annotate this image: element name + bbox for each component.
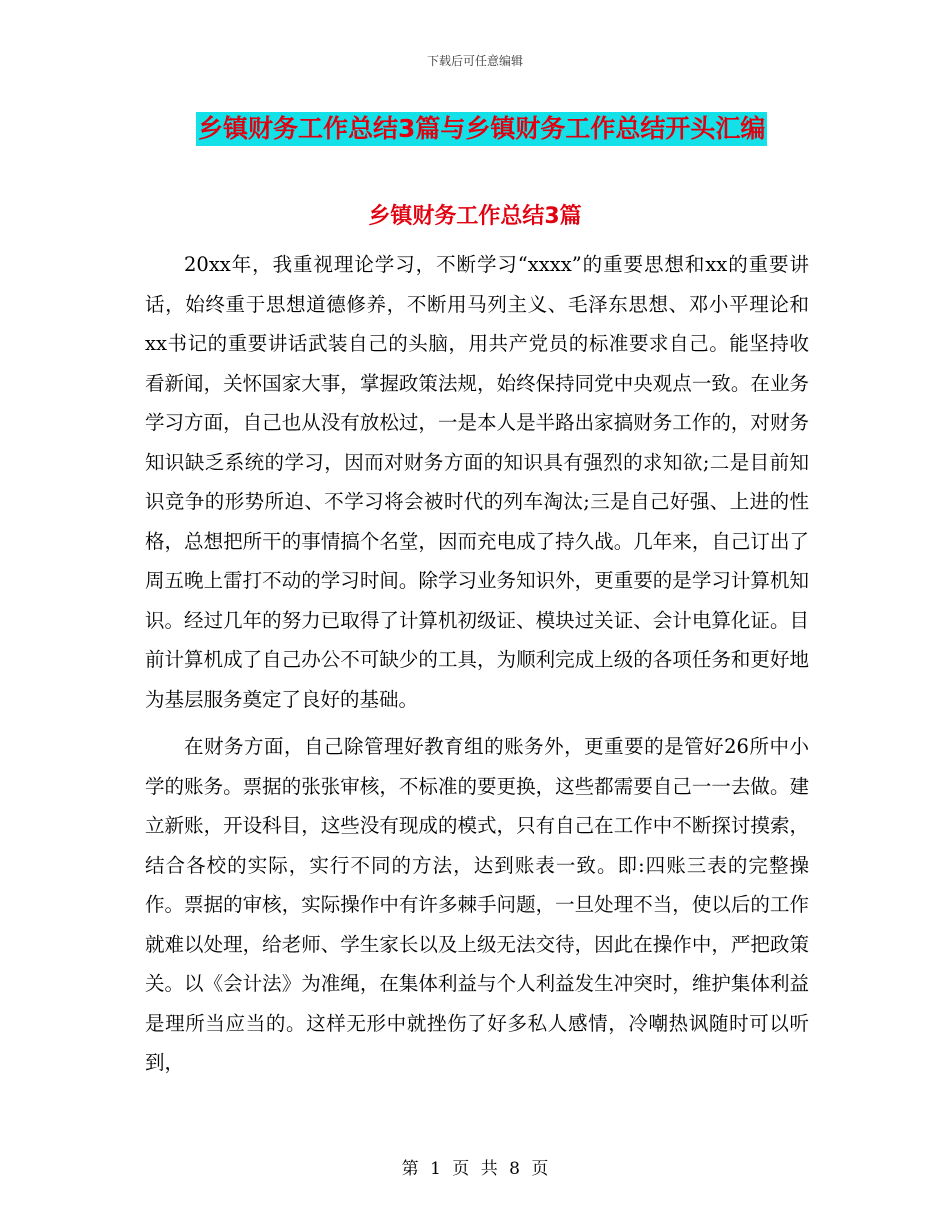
- paragraph: 20xx年，我重视理论学习，不断学习“xxxx”的重要思想和xx的重要讲话，始终重于思想道德修养，不断用马列主义、毛泽东思想、邓小平理论和xx书记的重要讲话武装自己的头脑，用共产党员的标准要求自己。能坚持收看新闻，关怀国家大事，掌握政策法规，始终保持同党中央观点一致。在业务学习方面，自己也从没有放松过，一是本人是半路出家搞财务工作的，对财务知识缺乏系统的学习，因而对财务方面的知识具有强烈的求知欲;二是目前知识竞争的形势所迫、不学习将会被时代的列车淘汰;三是自己好强、上进的性格，总想把所干的事情搞个名堂，因而充电成了持久战。几年来，自己订出了周五晚上雷打不动的学习时间。除学习业务知识外，更重要的是学习计算机知识。经过几年的努力已取得了计算机初级证、模块过关证、会计电算化证。目前计算机成了自己办公不可缺少的工具，为顺利完成上级的各项任务和更好地为基层服务奠定了良好的基础。: [145, 253, 809, 711]
- document-body: [145, 245, 809, 1091]
- document-title: 乡镇财务工作总结3篇与乡镇财务工作总结开头汇编: [196, 112, 767, 146]
- page-number: 第 1 页 共 8 页: [401, 1159, 549, 1179]
- header-note: 下载后可任意编辑: [426, 54, 523, 68]
- section-title: 乡镇财务工作总结3篇: [368, 204, 582, 229]
- paragraph: 在财务方面，自己除管理好教育组的账务外，更重要的是管好26所中小学的账务。票据的张张审核，不标准的要更换，这些都需要自己一一去做。建立新账，开设科目，这些没有现成的模式，只有自己在工作中不断探讨摸索，结合各校的实际，实行不同的方法，达到账表一致。即:四账三表的完整操作。票据的审核，实际操作中有许多棘手问题，一旦处理不当，使以后的工作就难以处理，给老师、学生家长以及上级无法交待，因此在操作中，严把政策关。以《会计法》为准绳，在集体利益与个人利益发生冲突时，维护集体利益是理所当应当的。这样无形中就挫伤了好多私人感情，冷嘲热讽随时可以听到，: [145, 735, 809, 1074]
